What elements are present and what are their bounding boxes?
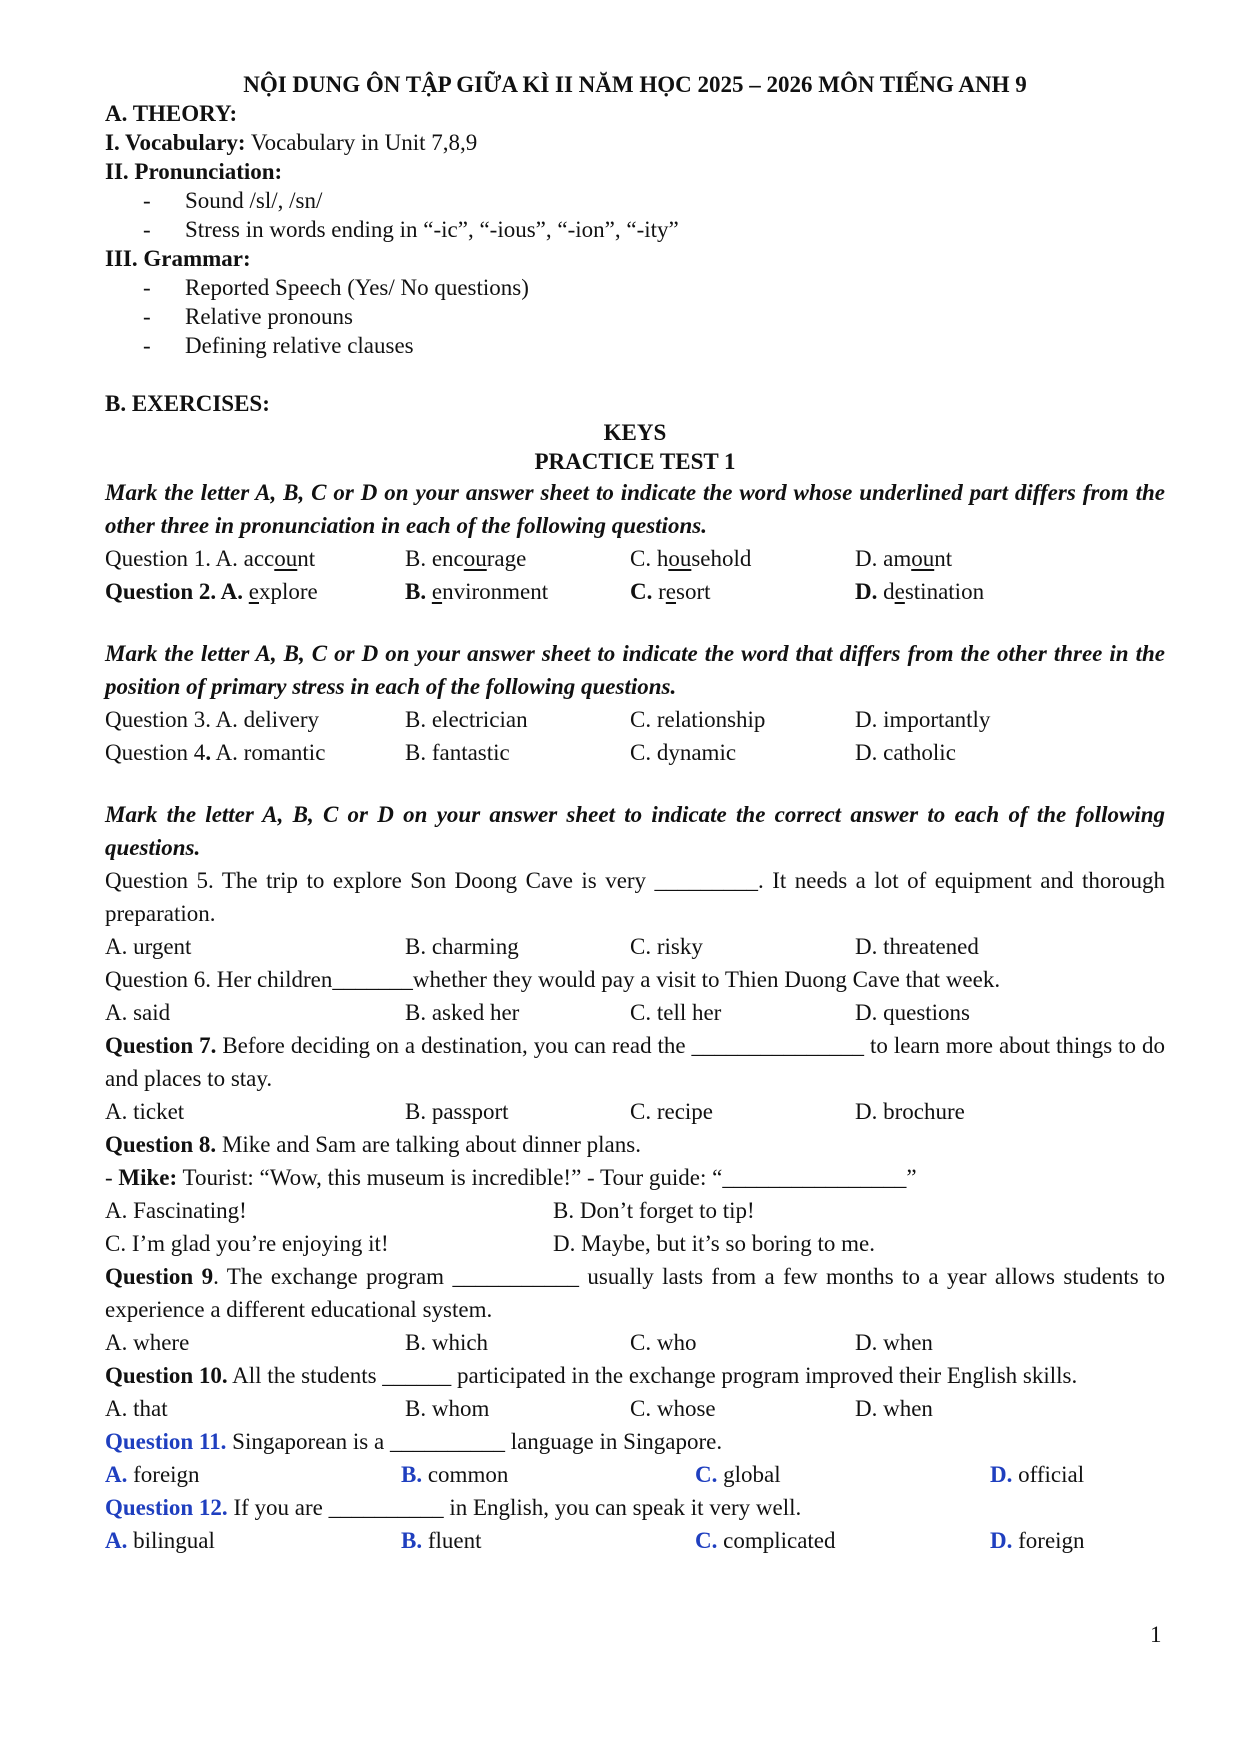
- question-12-stem: Question 12. If you are __________ in English, you can speak it very well.: [105, 1495, 802, 1520]
- question-4: Question 4. A. romantic B. fantastic C. dynamic D. catholic: [105, 740, 956, 765]
- practice-test-heading: PRACTICE TEST 1: [534, 449, 736, 474]
- page-number: 1: [1150, 1622, 1162, 1647]
- pronunciation-item: - Stress in words ending in “-ic”, “-ious”, “-ion”, “-ity”: [143, 217, 679, 242]
- grammar-heading: III. Grammar:: [105, 246, 251, 271]
- question-3: Question 3. A. delivery B. electrician C. relationship D. importantly: [105, 707, 991, 732]
- grammar-item: - Defining relative clauses: [143, 333, 414, 358]
- instruction-correct-answer: Mark the letter A, B, C or D on your answer sheet to indicate the correct answer to each of the following questions.: [105, 802, 1165, 860]
- page-title: NỘI DUNG ÔN TẬP GIỮA KÌ II NĂM HỌC 2025 – 2026 MÔN TIẾNG ANH 9: [243, 72, 1027, 97]
- question-8-options-ab: A. Fascinating! B. Don’t forget to tip!: [105, 1198, 755, 1223]
- question-11-stem: Question 11. Singaporean is a __________ language in Singapore.: [105, 1429, 723, 1454]
- exercises-heading: B. EXERCISES:: [105, 391, 270, 416]
- question-12-options: A. bilingual B. fluent C. complicated D. foreign: [105, 1528, 1085, 1553]
- question-1: Question 1. A. account B. encourage C. household D. amount: [105, 546, 953, 571]
- question-7-stem: Question 7. Before deciding on a destination, you can read the _______________ to learn more about things to do and places to stay.: [105, 1033, 1165, 1091]
- question-8-stem: Question 8. Mike and Sam are talking about dinner plans.: [105, 1132, 641, 1157]
- grammar-item: - Relative pronouns: [143, 304, 353, 329]
- question-6-stem: Question 6. Her children_______whether they would pay a visit to Thien Duong Cave that week.: [105, 967, 1001, 992]
- question-10-stem: Question 10. All the students ______ participated in the exchange program improved their English skills.: [105, 1363, 1078, 1388]
- question-7-options: A. ticket B. passport C. recipe D. brochure: [105, 1099, 965, 1124]
- instruction-stress: Mark the letter A, B, C or D on your answer sheet to indicate the word that differs from the other three in the position of primary stress in each of the following questions.: [105, 641, 1165, 699]
- vocabulary-label: I. Vocabulary:: [105, 130, 246, 155]
- vocabulary-line: [105, 128, 1165, 157]
- question-6-options: A. said B. asked her C. tell her D. questions: [105, 1000, 970, 1025]
- question-10-options: A. that B. whom C. whose D. when: [105, 1396, 933, 1421]
- question-2: Question 2. A. explore B. environment C. resort D. destination: [105, 579, 985, 604]
- question-9-options: A. where B. which C. who D. when: [105, 1330, 933, 1355]
- pronunciation-heading: II. Pronunciation:: [105, 159, 283, 184]
- instruction-pronunciation: Mark the letter A, B, C or D on your answer sheet to indicate the word whose underlined part differs from the other three in pronunciation in each of the following questions.: [105, 480, 1165, 538]
- question-8-dialogue: - Mike: Tourist: “Wow, this museum is incredible!” - Tour guide: “________________”: [105, 1165, 917, 1190]
- question-5-options: A. urgent B. charming C. risky D. threatened: [105, 934, 979, 959]
- question-9-stem: Question 9. The exchange program ___________ usually lasts from a few months to a year allows students to experience a different educational system.: [105, 1264, 1165, 1322]
- grammar-item: - Reported Speech (Yes/ No questions): [143, 275, 529, 300]
- pronunciation-item: - Sound /sl/, /sn/: [143, 188, 323, 213]
- vocabulary-text: Vocabulary in Unit 7,8,9: [245, 130, 478, 155]
- document-page: [105, 70, 1165, 1557]
- question-11-options: A. foreign B. common C. global D. official: [105, 1462, 1085, 1487]
- question-8-options-cd: C. I’m glad you’re enjoying it! D. Maybe, but it’s so boring to me.: [105, 1231, 875, 1256]
- question-5-stem: Question 5. The trip to explore Son Doong Cave is very _________. It needs a lot of equipment and thorough preparation.: [105, 868, 1165, 926]
- keys-heading: KEYS: [603, 420, 667, 445]
- theory-heading: A. THEORY:: [105, 101, 238, 126]
